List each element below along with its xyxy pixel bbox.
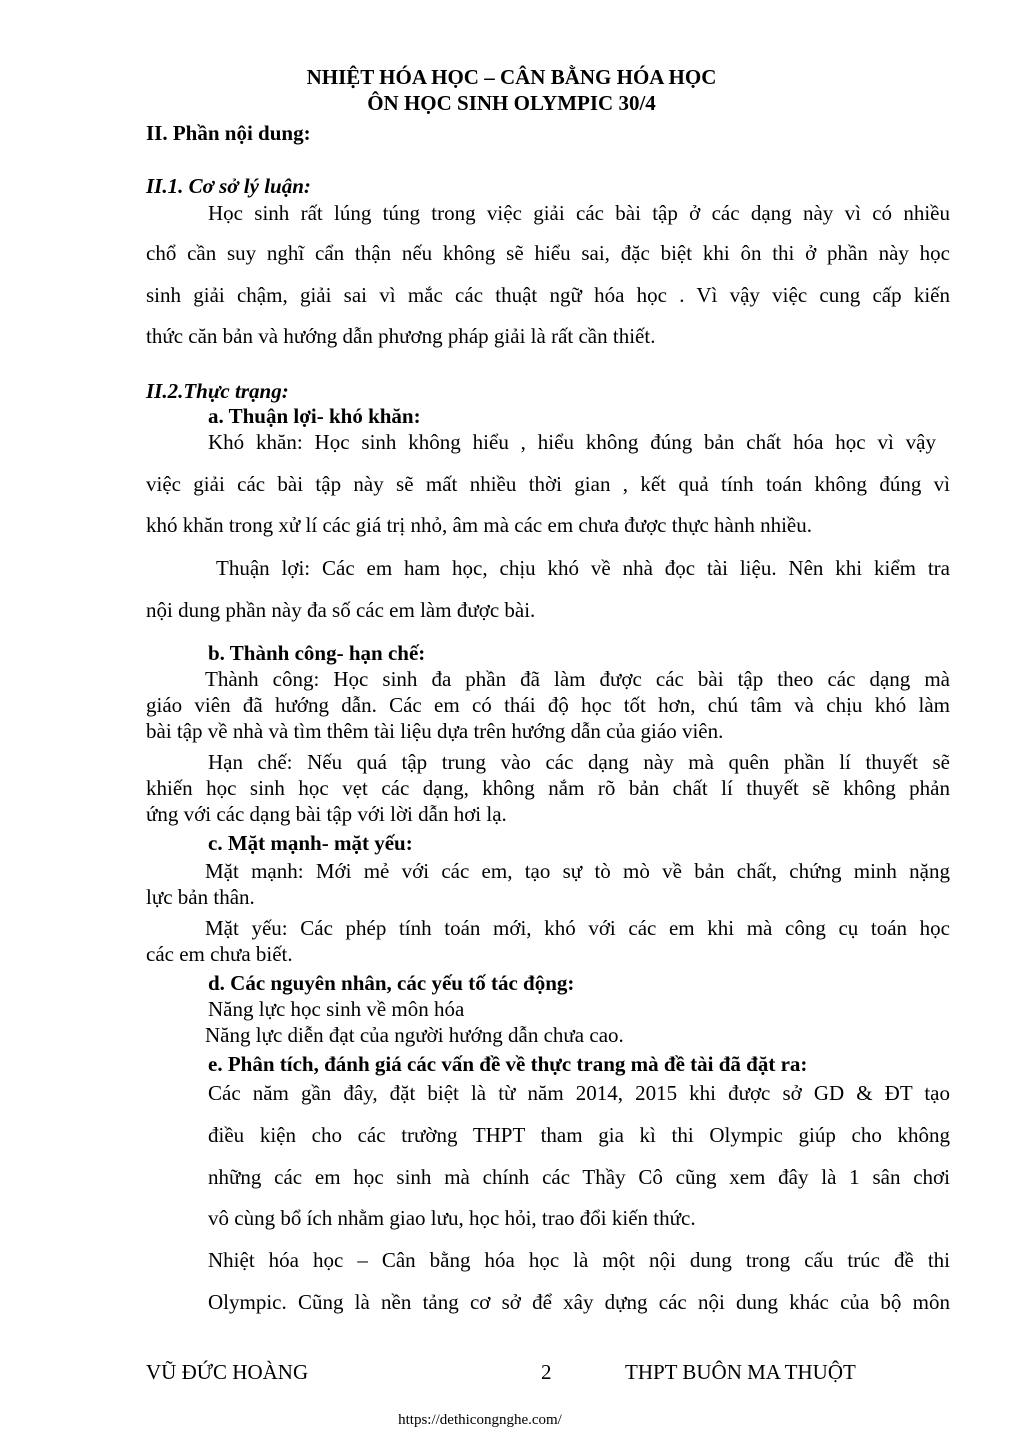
paragraph-line: Khó khăn: Học sinh không hiểu , hiểu không đúng bản chất hóa học vì vậy	[208, 430, 936, 454]
paragraph-line: Năng lực học sinh về môn hóa	[208, 997, 465, 1021]
paragraph-line: Mặt mạnh: Mới mẻ với các em, tạo sự tò mò về bản chất, chứng minh nặng	[205, 859, 950, 883]
paragraph-line: bài tập về nhà và tìm thêm tài liệu dựa trên hướng dẫn của giáo viên.	[146, 719, 724, 743]
footer-page-number: 2	[541, 1360, 552, 1384]
paragraph-line: Thành công: Học sinh đa phần đã làm được các bài tập theo các dạng mà	[205, 667, 950, 691]
paragraph-line: những các em học sinh mà chính các Thầy Cô cũng xem đây là 1 sân chơi	[208, 1165, 950, 1189]
paragraph-line: Thuận lợi: Các em ham học, chịu khó về nhà đọc tài liệu. Nên khi kiểm tra	[216, 556, 950, 580]
paragraph-line: thức căn bản và hướng dẫn phương pháp giải là rất cần thiết.	[146, 324, 656, 348]
paragraph-line: nội dung phần này đa số các em làm được bài.	[146, 598, 536, 622]
paragraph-line: Các năm gần đây, đặt biệt là từ năm 2014, 2015 khi được sở GD & ĐT tạo	[208, 1081, 950, 1105]
paragraph-line: Nhiệt hóa học – Cân bằng hóa học là một nội dung trong cấu trúc đề thi	[208, 1248, 950, 1272]
paragraph-line: khiến học sinh học vẹt các dạng, không nắm rõ bản chất lí thuyết sẽ không phản	[146, 776, 950, 800]
subsection-heading-d: d. Các nguyên nhân, các yếu tố tác động:	[208, 971, 575, 995]
footer-school: THPT BUÔN MA THUỘT	[625, 1360, 856, 1384]
document-title-line1: NHIỆT HÓA HỌC – CÂN BẰNG HÓA HỌC	[306, 65, 717, 89]
footer-url-link[interactable]: https://dethicongnghe.com/	[398, 1412, 562, 1428]
paragraph-line: việc giải các bài tập này sẽ mất nhiều thời gian , kết quả tính toán không đúng vì	[146, 472, 950, 496]
subsection-heading-c: c. Mặt mạnh- mặt yếu:	[208, 831, 413, 855]
subsection-heading-b: b. Thành công- hạn chế:	[208, 641, 426, 665]
paragraph-line: giáo viên đã hướng dẫn. Các em có thái độ học tốt hơn, chú tâm và chịu khó làm	[146, 693, 950, 717]
paragraph-line: Mặt yếu: Các phép tính toán mới, khó với các em khi mà công cụ toán học	[205, 916, 950, 940]
paragraph-line: chổ cần suy nghĩ cẩn thận nếu không sẽ hiểu sai, đặc biệt khi ôn thi ở phần này học	[146, 241, 950, 265]
paragraph-line: ứng với các dạng bài tập với lời dẫn hơi lạ.	[146, 802, 507, 826]
section-heading-ii2: II.2.Thực trạng:	[146, 379, 289, 403]
paragraph-line: Olympic. Cũng là nền tảng cơ sở để xây dựng các nội dung khác của bộ môn	[208, 1290, 950, 1314]
paragraph-line: Hạn chế: Nếu quá tập trung vào các dạng này mà quên phần lí thuyết sẽ	[208, 750, 950, 774]
footer-author: VŨ ĐỨC HOÀNG	[146, 1360, 309, 1384]
section-heading-ii1: II.1. Cơ sở lý luận:	[146, 174, 311, 198]
paragraph-line: vô cùng bổ ích nhằm giao lưu, học hỏi, trao đổi kiến thức.	[208, 1206, 696, 1230]
paragraph-line: các em chưa biết.	[146, 942, 293, 966]
paragraph-line: khó khăn trong xử lí các giá trị nhỏ, âm mà các em chưa được thực hành nhiều.	[146, 513, 813, 537]
paragraph-line: điều kiện cho các trường THPT tham gia kì thi Olympic giúp cho không	[208, 1123, 950, 1147]
paragraph-line: Năng lực diễn đạt của người hướng dẫn chưa cao.	[205, 1023, 624, 1047]
paragraph-line: Học sinh rất lúng túng trong việc giải các bài tập ở các dạng này vì có nhiều	[208, 201, 950, 225]
paragraph-line: sinh giải chậm, giải sai vì mắc các thuật ngữ hóa học . Vì vậy việc cung cấp kiến	[146, 283, 950, 307]
document-title-line2: ÔN HỌC SINH OLYMPIC 30/4	[367, 91, 656, 115]
subsection-heading-a: a. Thuận lợi- khó khăn:	[208, 404, 421, 428]
section-heading-part2: II. Phần nội dung:	[146, 121, 311, 145]
paragraph-line: lực bản thân.	[146, 885, 255, 909]
subsection-heading-e: e. Phân tích, đánh giá các vấn đề về thực trang mà đề tài đã đặt ra:	[208, 1052, 808, 1076]
